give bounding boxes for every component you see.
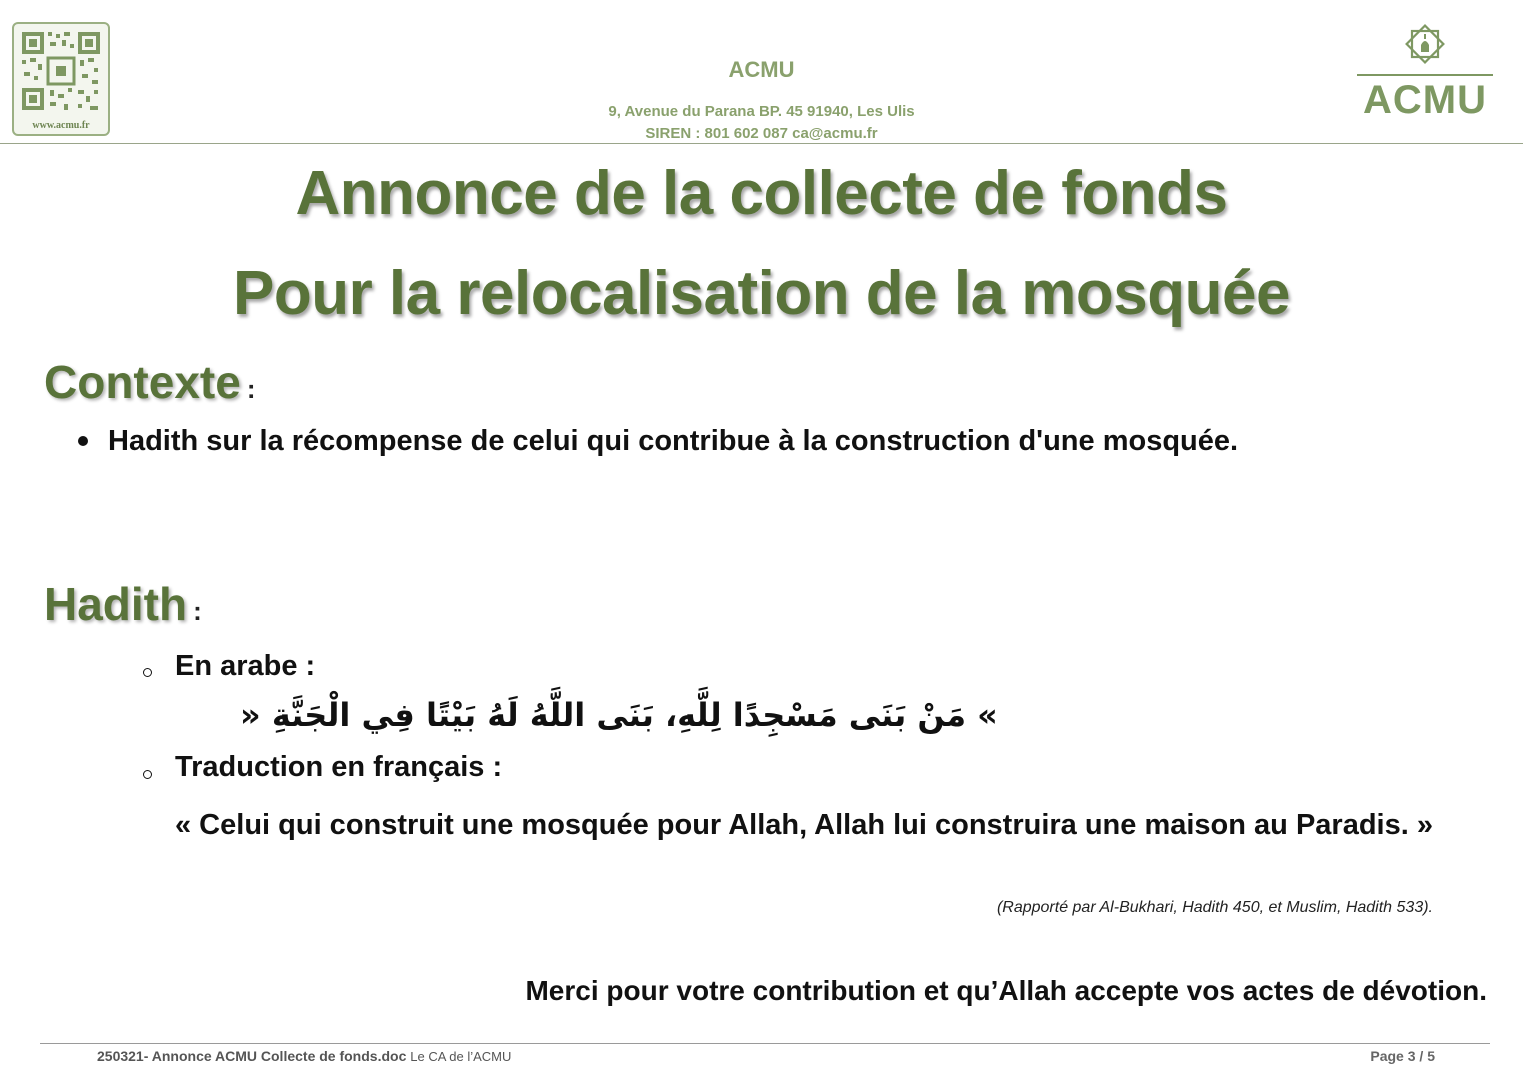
address-line: 9, Avenue du Parana BP. 45 91940, Les Ulis [608,103,915,120]
context-heading [44,355,255,409]
hadith-heading [44,577,202,631]
title-line-2: Pour la relocalisation de la mosquée [232,259,1290,328]
logo-text: ACMU [1363,78,1487,122]
hadith-colon: : [193,596,202,626]
arabic-label: En arabe : [175,650,316,682]
hadith-heading-text: Hadith [44,578,188,630]
document-header [0,0,1523,145]
acmu-logo [1355,22,1495,122]
page-indicator [1370,1048,1435,1064]
footer-divider [40,1043,1490,1044]
footer-document-info [97,1048,511,1064]
bullet-dot-icon [78,436,88,446]
page-total: 5 [1427,1048,1435,1064]
context-bullet-text: Hadith sur la récompense de celui qui contribue à la construction d'une mosquée. [108,425,1239,457]
arabic-open-quote: « [977,696,998,734]
page-separator: / [1419,1048,1424,1064]
thanks-message: Merci pour votre contribution et qu’Allah accepte vos actes de dévotion. [525,975,1487,1006]
page-current: 3 [1407,1048,1416,1064]
arabic-hadith [240,696,998,734]
translation-label: Traduction en français : [175,751,503,783]
circle-bullet-icon [143,770,152,779]
org-name: ACMU [728,57,795,82]
hadith-source: (Rapporté par Al-Bukhari, Hadith 450, et Muslim, Hadith 533). [996,899,1433,916]
footer-filename: 250321- Annonce ACMU Collecte de fonds.doc [97,1048,407,1064]
qr-url: www.acmu.fr [32,120,90,131]
context-heading-text: Contexte [44,356,241,408]
siren-email-line: SIREN : 801 602 087 ca@acmu.fr [645,125,878,142]
context-colon: : [246,374,256,404]
arabic-close-quote: » [240,696,261,734]
title-line-1: Annonce de la collecte de fonds [295,159,1228,228]
mosque-star-icon [1403,22,1447,66]
translation-text: « Celui qui construit une mosquée pour Allah, Allah lui construira une maison au Paradis. » [175,809,1433,841]
page-label: Page [1370,1048,1404,1064]
footer-author: Le CA de l’ACMU [410,1049,512,1064]
context-bullet [78,425,1238,458]
circle-bullet-icon [143,668,152,677]
header-divider [0,143,1523,144]
arabic-hadith-text: مَنْ بَنَى مَسْجِدًا لِلَّهِ، بَنَى اللَّهُ لَهُ بَيْتًا فِي الْجَنَّةِ [271,696,966,734]
